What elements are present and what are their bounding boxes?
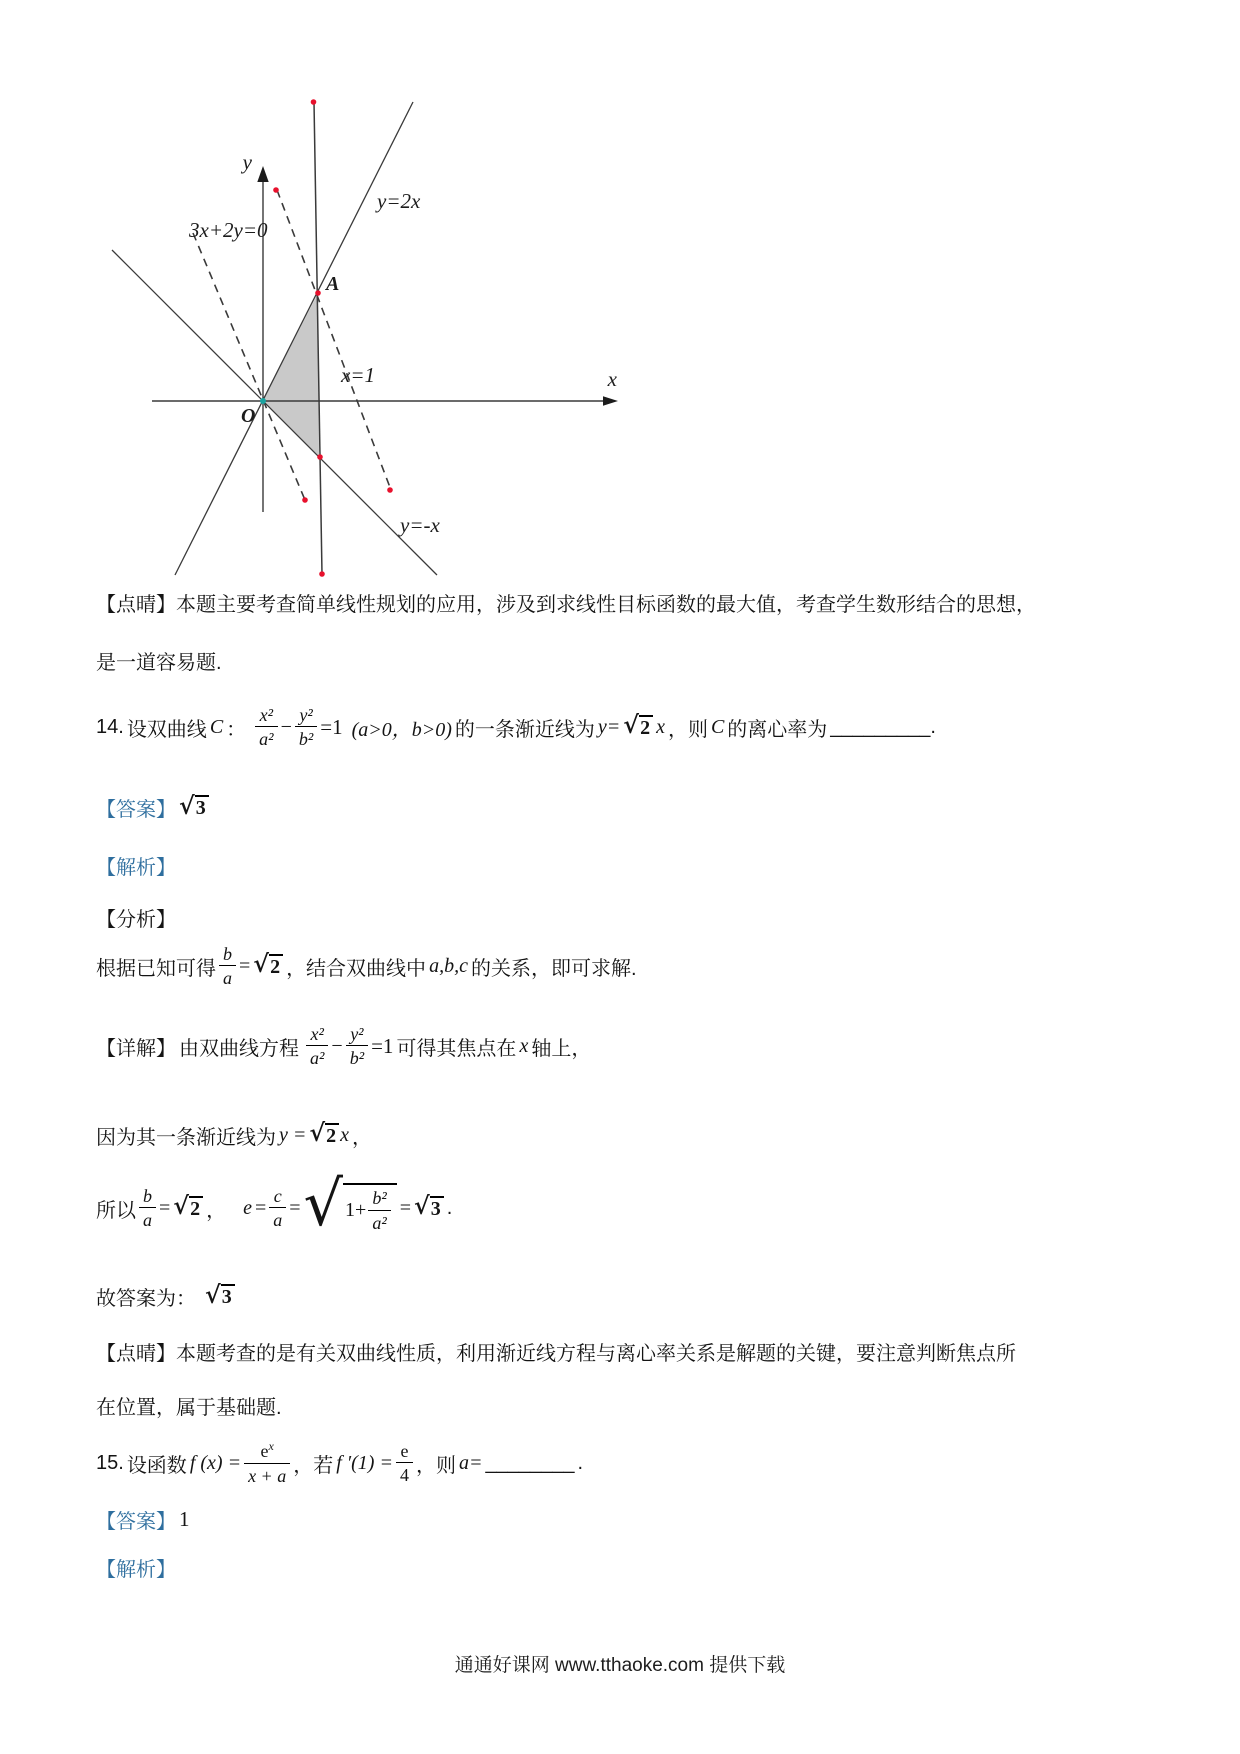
- frac-den: a: [139, 1207, 156, 1230]
- p15-mid2: ，则: [415, 1454, 456, 1477]
- so-frac-b2a2: [368, 1188, 390, 1232]
- so-e-var: e: [243, 1196, 252, 1219]
- p14-hence-line: [96, 1279, 235, 1311]
- detail-frac-x2a2: [306, 1024, 328, 1068]
- p14-because-line: [96, 1118, 372, 1152]
- frac-num: b²: [372, 1188, 387, 1209]
- note13-line2: [96, 650, 222, 677]
- p14-note-label: 【点晴】: [96, 1343, 176, 1365]
- p14-condition-text: 的一条渐近线为: [454, 718, 595, 741]
- p14-note-text1: 本题考查的是有关双曲线性质，利用渐近线方程与离心率关系是解题的关键，要注意判断焦点所: [176, 1343, 1016, 1365]
- because-pre: 因为其一条渐近线为: [96, 1126, 276, 1149]
- p14-jiexi-line: [96, 851, 176, 880]
- p14-equals-1: =1: [320, 714, 343, 739]
- radicand: [343, 1183, 397, 1232]
- sqrt-inner-1plus: 1+: [345, 1199, 367, 1221]
- p14-so-line: [96, 1168, 452, 1248]
- p15-answer-blank: ________: [485, 1451, 575, 1474]
- p14-minus: −: [280, 715, 292, 738]
- p14-asymptote-x: x: [656, 715, 665, 738]
- p14-colon: ：: [226, 718, 247, 741]
- so-comma: ，: [206, 1199, 227, 1222]
- p15-answer-value: 1: [179, 1507, 190, 1531]
- frac-den: a: [269, 1207, 286, 1230]
- y-axis-arrow-icon: [257, 166, 268, 182]
- problem15-number: 15.: [96, 1451, 124, 1474]
- so-eq2: =: [254, 1196, 267, 1219]
- genju-mid: ，结合双曲线中: [286, 957, 427, 980]
- p15-lead: 设函数: [126, 1454, 187, 1477]
- frac-num: y²: [299, 704, 313, 725]
- p15-frac-e4: [396, 1441, 413, 1485]
- label-origin: O: [241, 405, 256, 427]
- radicand: 3: [195, 795, 209, 820]
- p15-period: .: [577, 1451, 583, 1474]
- frac-num: y²: [350, 1023, 364, 1044]
- x-axis-label: x: [607, 367, 617, 391]
- p14-tail2: 的离心率为: [727, 718, 828, 741]
- detail-minus: −: [331, 1034, 343, 1057]
- answer-label: 【答案】: [96, 1511, 176, 1533]
- p14-var-c: C: [209, 715, 224, 738]
- detail-frac-y2b2: [346, 1024, 368, 1068]
- detail-mid: 可得其焦点在: [396, 1037, 517, 1060]
- so-big-sqrt: [303, 1167, 397, 1240]
- because-comma: ，: [352, 1126, 373, 1149]
- detail-x-var: x: [519, 1034, 529, 1057]
- radical-icon: √: [309, 1118, 326, 1147]
- footer-text: 通通好课网 www.tthaoke.com 提供下载: [454, 1655, 786, 1676]
- frac-num: c: [273, 1185, 282, 1206]
- note13-label: 【点晴】: [96, 594, 176, 616]
- genju-vars-abc: a,b,c: [429, 954, 468, 977]
- p14-condition: (a>0，b>0): [351, 718, 452, 741]
- label-x1: x=1: [341, 363, 375, 387]
- radical-icon: √: [303, 1167, 344, 1240]
- so-frac-ca: [269, 1186, 286, 1230]
- note13-text1: 本题主要考查简单线性规划的应用，涉及到求线性目标函数的最大值，考查学生数形结合的思想，: [176, 594, 1036, 616]
- e-base: e: [260, 1441, 269, 1462]
- p14-lead: 设双曲线: [126, 718, 207, 741]
- radicand: 2: [269, 954, 283, 979]
- frac-den: a²: [368, 1210, 390, 1233]
- detail-pre: 由双曲线方程: [179, 1037, 299, 1060]
- radicand: 2: [325, 1123, 339, 1148]
- p14-answer-blank: _________.: [830, 715, 936, 738]
- p14-answer-sqrt3: [179, 790, 209, 820]
- frac-den: a²: [255, 726, 277, 749]
- hence-pre: 故答案为：: [96, 1288, 196, 1310]
- radical-icon: √: [173, 1191, 190, 1220]
- radical-icon: √: [623, 710, 640, 739]
- so-pre: 所以: [96, 1199, 136, 1222]
- p14-note-line1: [96, 1341, 1166, 1368]
- page-footer: [0, 1650, 1240, 1677]
- jiexi-label: 【解析】: [96, 857, 176, 879]
- genju-equals: =: [239, 954, 251, 977]
- frac-den: x + a: [244, 1463, 290, 1486]
- genju-post: 的关系，即可求解.: [470, 957, 637, 980]
- label-point-a: A: [326, 273, 340, 295]
- frac-den: a: [219, 965, 236, 988]
- genju-pre: 根据已知可得: [96, 957, 216, 980]
- fenxi-label: 【分析】: [96, 909, 176, 931]
- radical-icon: √: [179, 790, 195, 820]
- radicand: 2: [189, 1196, 203, 1221]
- note13-text2: 是一道容易题.: [96, 652, 222, 674]
- p15-jiexi-line: [96, 1553, 176, 1582]
- p14-answer-line: [96, 790, 209, 822]
- p14-asymptote-y: y=: [597, 715, 621, 738]
- shaded-region: [263, 293, 319, 456]
- so-sqrt3: [414, 1191, 444, 1221]
- p15-frac-ex: [244, 1440, 290, 1485]
- frac-num: [256, 1440, 277, 1462]
- p15-answer-line: [96, 1505, 190, 1534]
- radicand: 3: [221, 1284, 235, 1309]
- p14-detail-line: [96, 1013, 591, 1079]
- radicand: 2: [639, 715, 653, 740]
- p14-fenxi-line: [96, 903, 176, 932]
- radical-icon: √: [414, 1191, 430, 1220]
- p14-note-line2: [96, 1395, 282, 1422]
- so-eq1: =: [159, 1196, 171, 1219]
- p14-sqrt2: [623, 710, 653, 740]
- linear-programming-figure: [96, 84, 630, 596]
- e-exponent: x: [268, 1439, 274, 1454]
- detail-equals-1: =1: [371, 1033, 394, 1058]
- y-axis-label: y: [242, 150, 252, 174]
- genju-sqrt2: [253, 949, 283, 979]
- so-eq3: =: [289, 1196, 301, 1219]
- radical-icon: √: [253, 949, 270, 978]
- frac-num: b: [223, 943, 232, 964]
- origin-dot: [260, 398, 266, 404]
- radicand: 3: [430, 1196, 444, 1221]
- frac-num: b: [143, 1185, 152, 1206]
- p14-var-c2: C: [710, 715, 725, 738]
- p15-mid1: ，若: [293, 1454, 334, 1477]
- radical-icon: √: [205, 1279, 221, 1309]
- so-period: .: [446, 1196, 453, 1219]
- problem14-number: 14.: [96, 715, 124, 738]
- so-frac-ba: [139, 1186, 156, 1230]
- frac-num: x²: [259, 704, 274, 725]
- detail-label: 【详解】: [96, 1037, 176, 1060]
- p14-tail1: ，则: [667, 718, 708, 741]
- p15-a-equals: a=: [458, 1451, 483, 1474]
- p14-frac-x2a2: [255, 705, 277, 749]
- problem14-stem: [96, 697, 936, 757]
- p14-frac-y2b2: [295, 705, 317, 749]
- note13-line1: [96, 592, 1166, 619]
- frac-num: e: [400, 1440, 409, 1461]
- label-ynegx: y=-x: [400, 513, 440, 537]
- line-y-equals-2x: [175, 102, 413, 575]
- p15-fprime: f ′(1) =: [336, 1451, 393, 1474]
- p15-fx: f (x) =: [189, 1451, 242, 1474]
- p14-note-text2: 在位置，属于基础题.: [96, 1397, 282, 1419]
- frac-den: 4: [396, 1462, 413, 1485]
- hence-sqrt3: [205, 1279, 235, 1309]
- frac-den: b²: [295, 726, 317, 749]
- frac-num: x²: [310, 1023, 324, 1044]
- detail-post: 轴上，: [531, 1037, 592, 1060]
- because-y-eq: y =: [279, 1123, 307, 1146]
- p14-genju-line: [96, 938, 637, 994]
- label-y2x: y=2x: [377, 189, 421, 213]
- so-sqrt2: [173, 1191, 203, 1221]
- answer-label: 【答案】: [96, 799, 176, 821]
- label-3x2y0: 3x+2y=0: [189, 218, 268, 242]
- x-axis-arrow-icon: [603, 396, 618, 406]
- genju-frac-ba: [219, 944, 236, 988]
- jiexi-label: 【解析】: [96, 1559, 176, 1581]
- frac-den: b²: [346, 1045, 368, 1068]
- frac-den: a²: [306, 1045, 328, 1068]
- line-y-equals-negx: [112, 250, 437, 575]
- so-eq4: =: [399, 1196, 411, 1219]
- because-sqrt2: [309, 1118, 339, 1148]
- problem15-stem: [96, 1432, 583, 1494]
- because-x-var: x: [340, 1123, 350, 1146]
